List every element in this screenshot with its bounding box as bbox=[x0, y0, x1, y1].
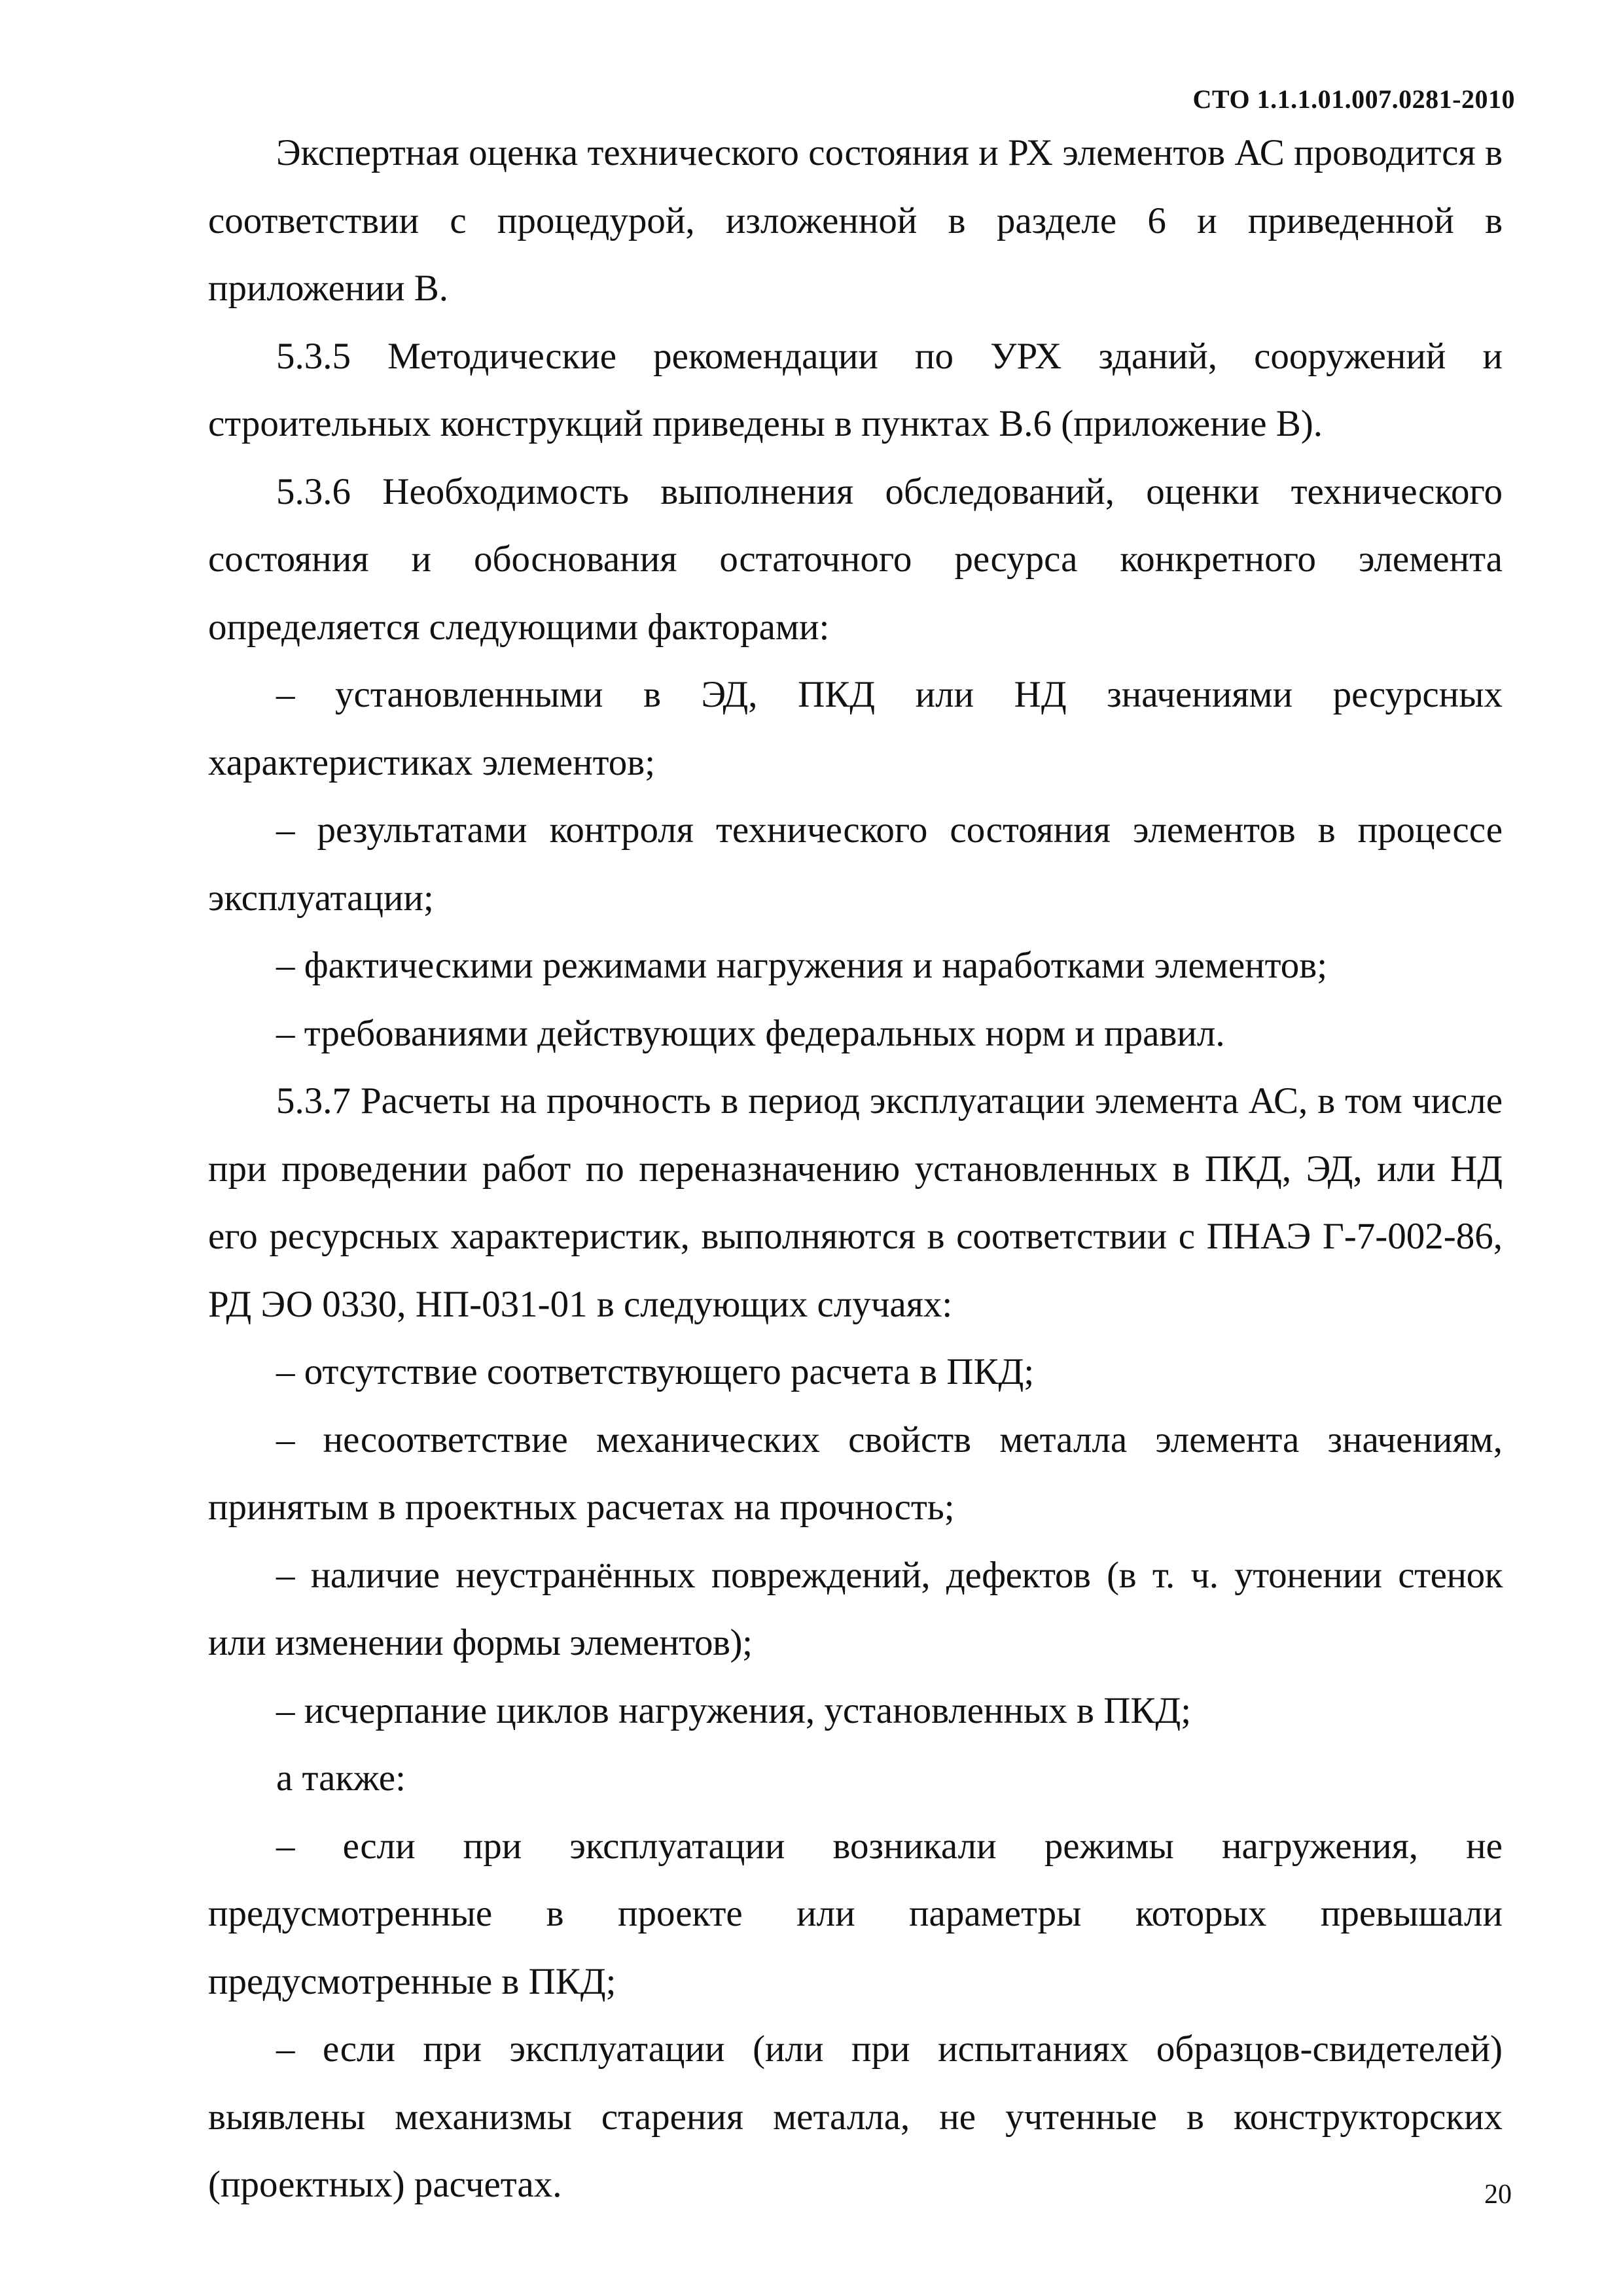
document-code: СТО 1.1.1.01.007.0281-2010 bbox=[1192, 84, 1515, 114]
page-number: 20 bbox=[1484, 2180, 1512, 2210]
paragraph-intro: Экспертная оценка технического состояния и РХ элементов АС проводится в соответствии с процедурой, изложенной в разделе 6 и приведенной в приложении В. bbox=[208, 132, 1503, 309]
page-body bbox=[208, 119, 1503, 2219]
list-item: – фактическими режимами нагружения и наработками элементов; bbox=[276, 945, 1328, 986]
list-item: – наличие неустранённых повреждений, дефектов (в т. ч. утонении стенок или изменении формы элементов); bbox=[208, 1554, 1503, 1663]
list-item: – если при эксплуатации (или при испытаниях образцов-свидетелей) выявлены механизмы старения металла, не учтенные в конструкторских (проектных) расчетах. bbox=[208, 2028, 1503, 2205]
list-item: – отсутствие соответствующего расчета в ПКД; bbox=[276, 1351, 1035, 1392]
list-item: – если при эксплуатации возникали режимы нагружения, не предусмотренные в проекте или параметры которых превышали предусмотренные в ПКД; bbox=[208, 1825, 1503, 2002]
list-item: – исчерпание циклов нагружения, установленных в ПКД; bbox=[276, 1689, 1192, 1731]
list-item: – требованиями действующих федеральных норм и правил. bbox=[276, 1012, 1225, 1054]
list-item: – несоответствие механических свойств металла элемента значениям, принятым в проектных расчетах на прочность; bbox=[208, 1419, 1503, 1528]
list-item: – установленными в ЭД, ПКД или НД значениями ресурсных характеристиках элементов; bbox=[208, 674, 1503, 783]
paragraph-5-3-7: 5.3.7 Расчеты на прочность в период эксплуатации элемента АС, в том числе при проведении работ по переназначению установленных в ПКД, ЭД, или НД его ресурсных характеристик, выполняются в соответствии с ПНАЭ Г-7-002-86, РД ЭО 0330, НП-031-01 в следующих случаях: bbox=[208, 1080, 1503, 1325]
paragraph-5-3-5: 5.3.5 Методические рекомендации по УРХ зданий, сооружений и строительных конструкций приведены в пунктах В.6 (приложение В). bbox=[208, 335, 1503, 444]
paragraph-also: а также: bbox=[276, 1757, 406, 1799]
list-item: – результатами контроля технического состояния элементов в процессе эксплуатации; bbox=[208, 809, 1503, 919]
paragraph-5-3-6: 5.3.6 Необходимость выполнения обследований, оценки технического состояния и обоснования остаточного ресурса конкретного элемента определяется следующими факторами: bbox=[208, 470, 1503, 648]
